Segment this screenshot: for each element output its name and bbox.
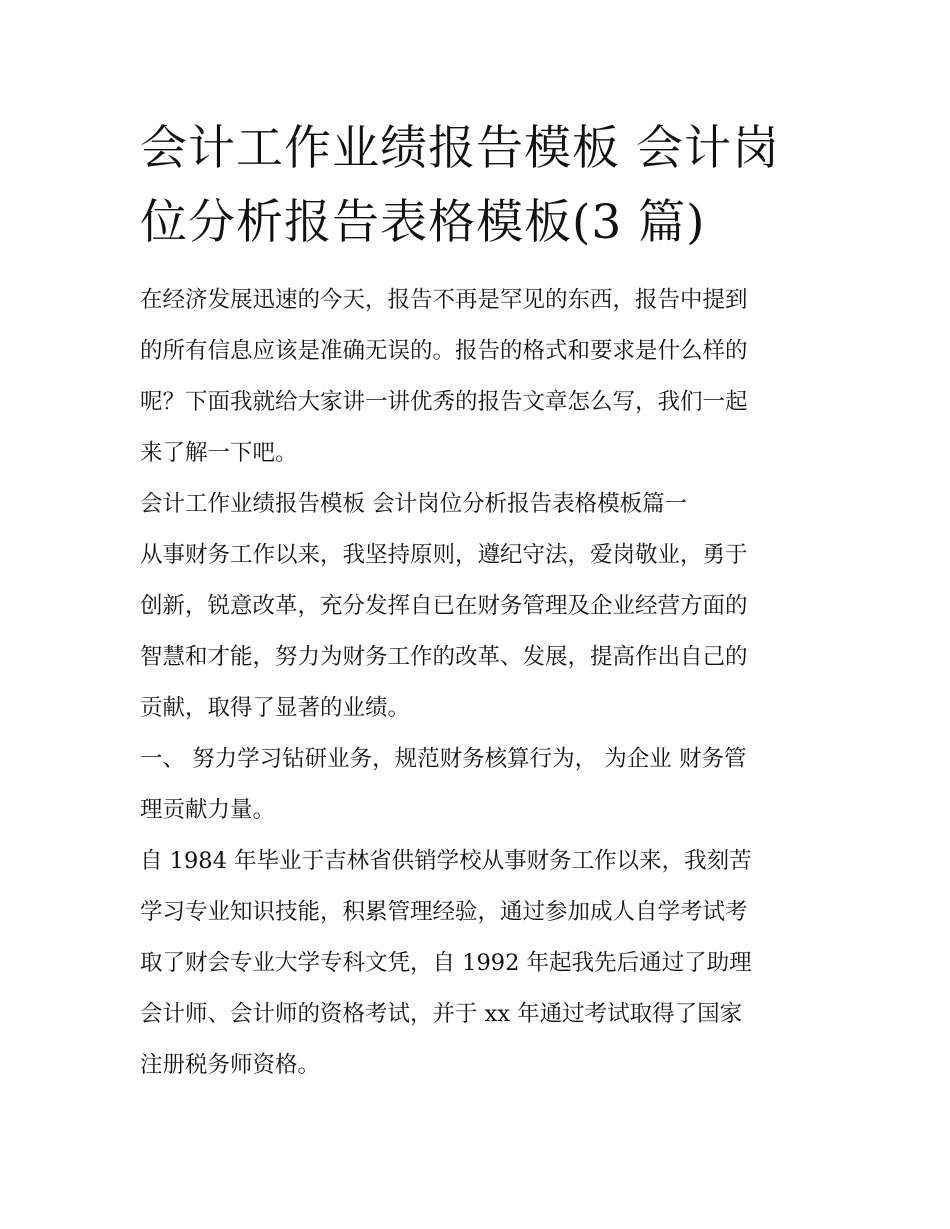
paragraph-line: 创新，锐意改革，充分发挥自已在财务管理及企业经营方面的 xyxy=(140,593,748,619)
document-title xyxy=(140,112,820,260)
title-line: 位分析报告表格模板(3 篇) xyxy=(140,195,706,250)
paragraph-line: 取了财会专业大学专科文凭，自 1992 年起我先后通过了助理 xyxy=(140,950,752,976)
title-line: 会计工作业绩报告模板 会计岗 xyxy=(140,121,780,176)
paragraph-line: 注册税务师资格。 xyxy=(140,1052,321,1078)
subheading-line: 理贡献力量。 xyxy=(140,797,276,823)
intro-paragraph-line: 呢？下面我就给大家讲一讲优秀的报告文章怎么写，我们一起 xyxy=(140,389,748,415)
section-heading: 会计工作业绩报告模板 会计岗位分析报告表格模板篇一 xyxy=(140,491,688,517)
paragraph-line: 学习专业知识技能，积累管理经验，通过参加成人自学考试考 xyxy=(140,899,748,925)
paragraph-line: 智慧和才能，努力为财务工作的改革、发展，提高作出自己的 xyxy=(140,644,748,670)
intro-paragraph-line: 的所有信息应该是准确无误的。报告的格式和要求是什么样的 xyxy=(140,338,748,364)
paragraph-line: 贡献，取得了显著的业绩。 xyxy=(140,695,411,721)
paragraph-line: 自 1984 年毕业于吉林省供销学校从事财务工作以来，我刻苦 xyxy=(140,848,752,874)
intro-paragraph-line: 来了解一下吧。 xyxy=(140,440,298,466)
subheading-line: 一、 努力学习钻研业务，规范财务核算行为， 为企业 财务管 xyxy=(140,746,747,772)
paragraph-line: 会计师、会计师的资格考试，并于 xx 年通过考试取得了国家 xyxy=(140,1001,743,1027)
intro-paragraph-line: 在经济发展迅速的今天，报告不再是罕见的东西，报告中提到 xyxy=(140,287,748,313)
paragraph-line: 从事财务工作以来，我坚持原则，遵纪守法，爱岗敬业，勇于 xyxy=(140,542,748,568)
document-body xyxy=(140,275,820,1091)
